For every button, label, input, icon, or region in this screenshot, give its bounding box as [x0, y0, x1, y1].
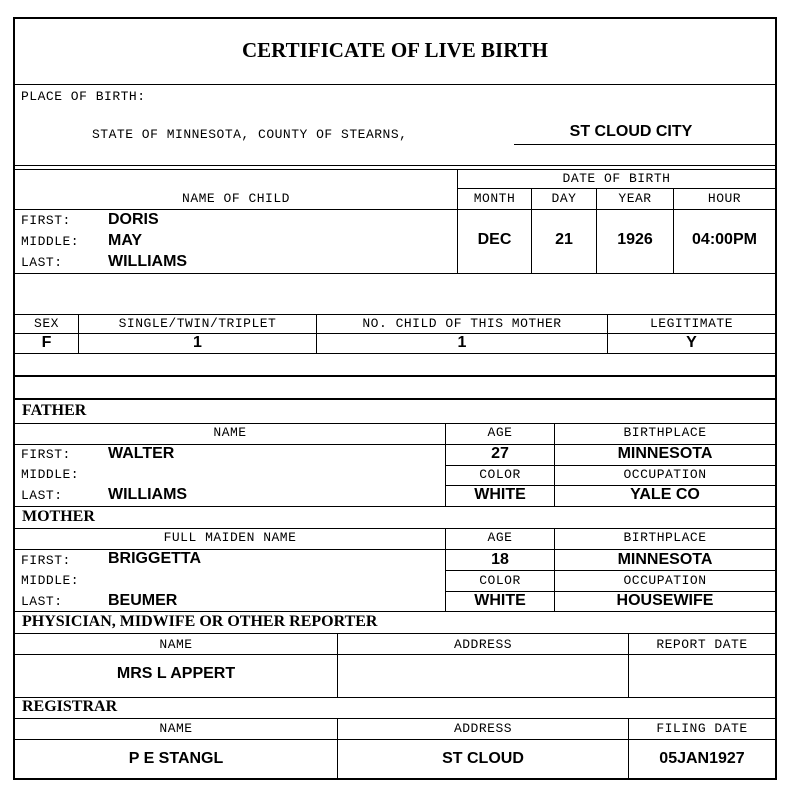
father-occupation-value: YALE CO: [630, 486, 700, 503]
divider: [15, 654, 775, 655]
divider: [457, 188, 775, 189]
father-color-label: COLOR: [479, 467, 521, 482]
year-label: YEAR: [618, 191, 652, 206]
child-middle-label: MIDDLE:: [21, 234, 80, 249]
father-name-label: NAME: [213, 425, 247, 440]
father-color-value: WHITE: [474, 486, 526, 503]
mother-age-value: 18: [491, 551, 509, 568]
registrar-section-label: REGISTRAR: [22, 698, 118, 715]
divider: [15, 209, 775, 210]
physician-name-value: MRS L APPERT: [116, 665, 236, 682]
registrar-address-label: ADDRESS: [453, 721, 513, 736]
child-last-label: LAST:: [21, 255, 63, 270]
mother-age-label: AGE: [487, 530, 513, 545]
physician-name-label: NAME: [159, 637, 193, 652]
father-first-name: WALTER: [108, 445, 175, 462]
divider: [15, 423, 775, 424]
birth-month-value: DEC: [477, 231, 512, 248]
state-county-text: STATE OF MINNESOTA, COUNTY OF STEARNS,: [92, 127, 408, 142]
father-age-value: 27: [491, 445, 509, 462]
name-of-child-label: NAME OF CHILD: [182, 191, 290, 206]
father-section-label: FATHER: [22, 402, 87, 419]
divider: [445, 570, 775, 571]
sex-label: SEX: [34, 316, 59, 331]
birth-city-value: ST CLOUD CITY: [569, 123, 693, 140]
mother-first-label: FIRST:: [21, 553, 71, 568]
father-occupation-label: OCCUPATION: [623, 467, 707, 482]
sex-value: F: [41, 334, 52, 351]
mother-birthplace-label: BIRTHPLACE: [623, 530, 707, 545]
divider: [15, 169, 775, 170]
mother-last-label: LAST:: [21, 594, 63, 609]
place-of-birth-label: PLACE OF BIRTH:: [21, 89, 146, 104]
physician-address-label: ADDRESS: [453, 637, 513, 652]
child-number-value: 1: [457, 334, 467, 351]
father-first-label: FIRST:: [21, 447, 71, 462]
mother-name-label: FULL MAIDEN NAME: [163, 530, 297, 545]
birth-day-value: 21: [555, 231, 573, 248]
date-of-birth-label: DATE OF BIRTH: [562, 171, 671, 186]
mother-section-label: MOTHER: [22, 508, 95, 525]
child-number-label: NO. CHILD OF THIS MOTHER: [362, 316, 562, 331]
father-last-label: LAST:: [21, 488, 63, 503]
father-age-label: AGE: [487, 425, 513, 440]
day-label: DAY: [551, 191, 577, 206]
hour-label: HOUR: [707, 191, 742, 206]
mother-birthplace-value: MINNESOTA: [617, 551, 713, 568]
divider: [15, 528, 775, 529]
divider: [445, 465, 775, 466]
divider: [15, 611, 775, 612]
certificate-title: CERTIFICATE OF LIVE BIRTH: [242, 38, 548, 62]
divider: [15, 375, 775, 377]
legitimate-label: LEGITIMATE: [649, 316, 733, 331]
mother-color-value: WHITE: [474, 592, 526, 609]
divider: [15, 273, 775, 274]
divider: [15, 398, 775, 400]
mother-color-label: COLOR: [479, 573, 521, 588]
mother-occupation-value: HOUSEWIFE: [616, 592, 714, 609]
father-birthplace-label: BIRTHPLACE: [623, 425, 707, 440]
city-underline: [514, 144, 775, 145]
registrar-name-label: NAME: [159, 721, 193, 736]
birth-year-value: 1926: [617, 231, 653, 248]
father-middle-label: MIDDLE:: [21, 467, 80, 482]
registrar-name-value: P E STANGL: [128, 750, 224, 767]
mother-middle-label: MIDDLE:: [21, 573, 80, 588]
legitimate-value: Y: [686, 334, 697, 351]
mother-first-name: BRIGGETTA: [108, 550, 202, 567]
month-label: MONTH: [473, 191, 516, 206]
child-first-name: DORIS: [108, 211, 159, 228]
physician-report-date-label: REPORT DATE: [656, 637, 748, 652]
divider: [15, 718, 775, 719]
divider: [15, 739, 775, 740]
physician-section-label: PHYSICIAN, MIDWIFE OR OTHER REPORTER: [22, 613, 378, 630]
divider: [15, 506, 775, 507]
mother-last-name: BEUMER: [108, 592, 178, 609]
divider: [15, 697, 775, 698]
child-last-name: WILLIAMS: [108, 253, 188, 270]
divider: [15, 633, 775, 634]
birth-hour-value: 04:00PM: [692, 231, 757, 248]
registrar-address-value: ST CLOUD: [442, 750, 524, 767]
mother-occupation-label: OCCUPATION: [623, 573, 707, 588]
multiplicity-value: 1: [193, 334, 202, 351]
divider: [15, 353, 775, 354]
father-birthplace-value: MINNESOTA: [617, 445, 713, 462]
child-middle-name: MAY: [108, 232, 143, 249]
child-first-label: FIRST:: [21, 213, 71, 228]
divider: [15, 165, 775, 166]
multiplicity-label: SINGLE/TWIN/TRIPLET: [118, 316, 277, 331]
father-last-name: WILLIAMS: [108, 486, 188, 503]
registrar-filing-date-value: 05JAN1927: [659, 750, 745, 767]
divider: [15, 84, 775, 85]
registrar-filing-date-label: FILING DATE: [656, 721, 748, 736]
divider: [15, 314, 775, 315]
